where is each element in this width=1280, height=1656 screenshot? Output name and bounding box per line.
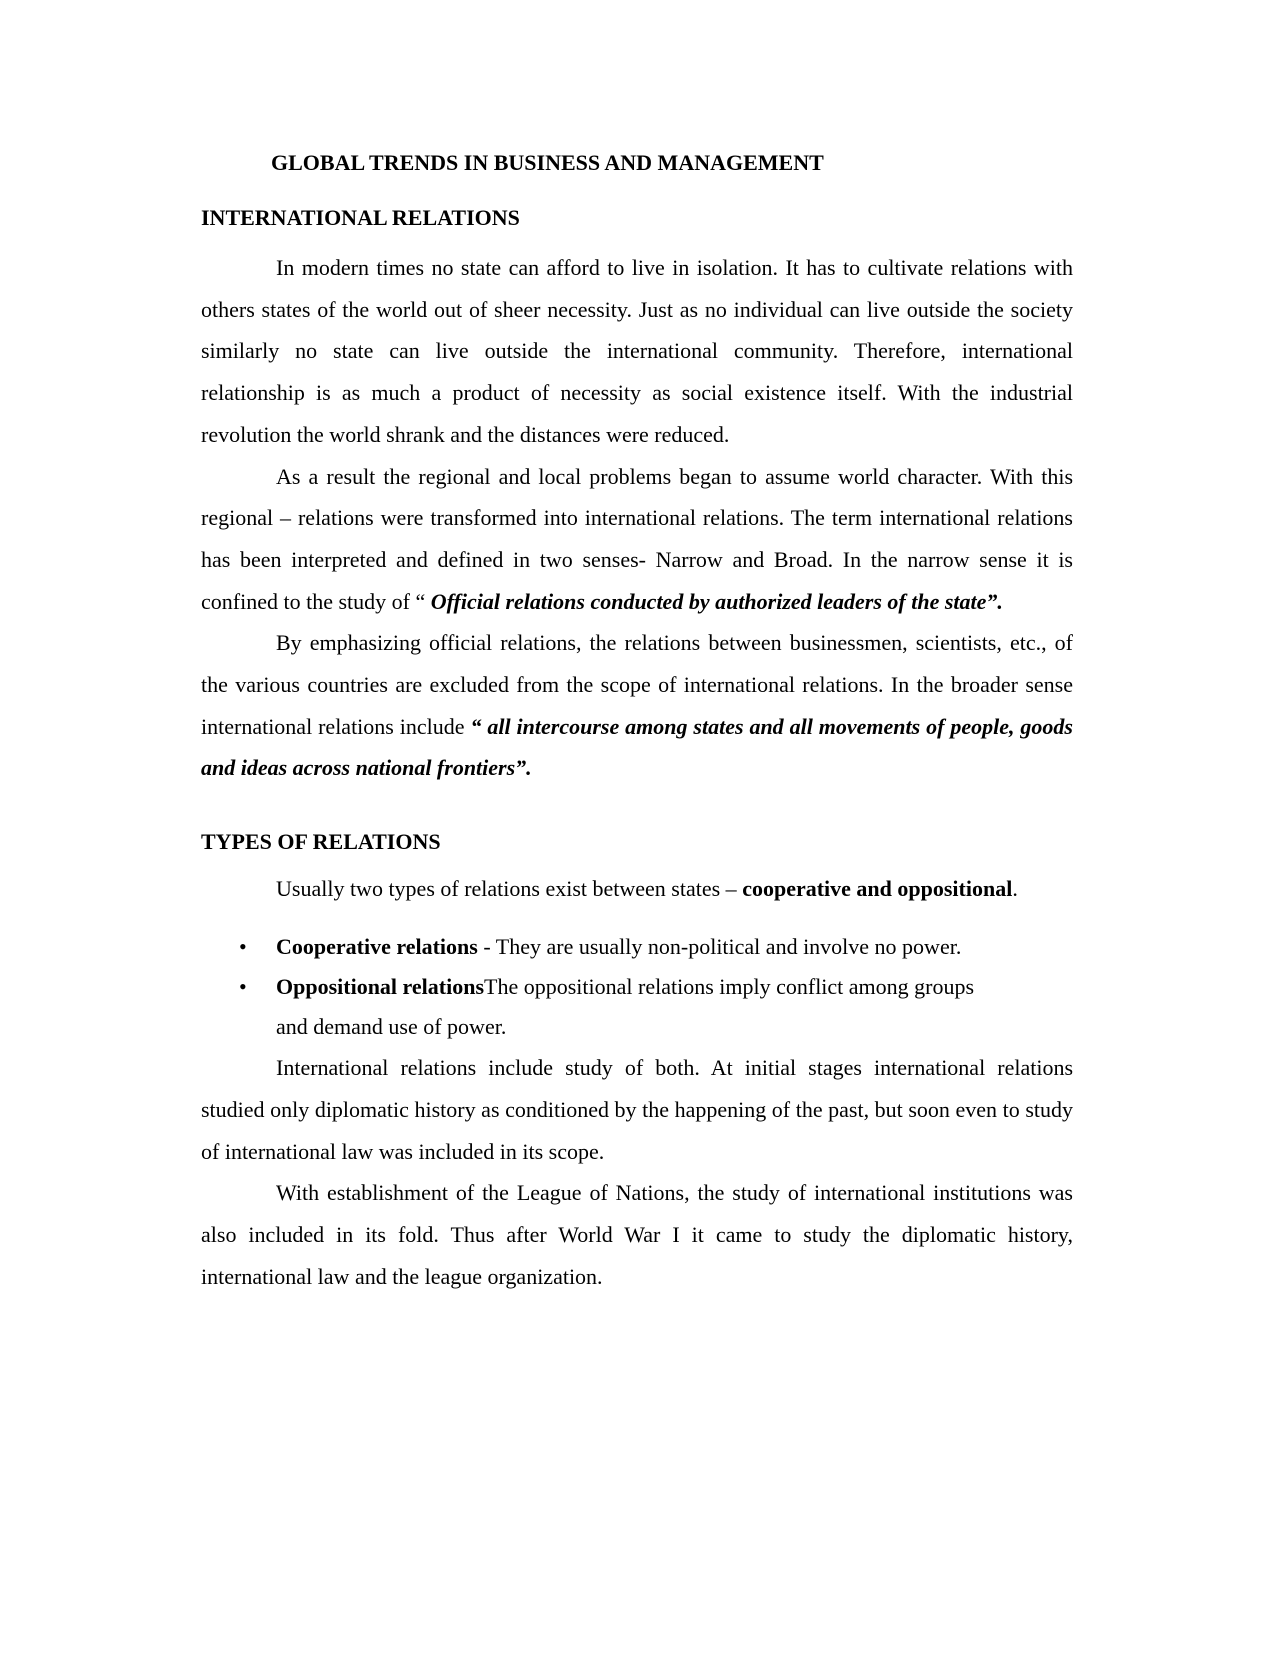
- section-heading-types-of-relations: TYPES OF RELATIONS: [201, 829, 441, 855]
- section-heading-international-relations: INTERNATIONAL RELATIONS: [201, 205, 520, 230]
- paragraph-text: Usually two types of relations exist between states –: [276, 876, 743, 902]
- paragraph-types-intro: [201, 875, 1073, 903]
- broad-definition-quote: “ all intercourse among states and all movements of people, goods and ideas across national frontiers”.: [201, 713, 1073, 781]
- relation-types-list: [201, 927, 1073, 1047]
- official-relations-quote: Official relations conducted by authorized leaders of the state”.: [430, 588, 1003, 614]
- list-item-description: The oppositional relations imply conflict among groups and demand use of power.: [276, 974, 975, 1040]
- list-item-cooperative: [201, 927, 1073, 967]
- list-item-text: [276, 967, 976, 1047]
- list-item-description: - They are usually non-political and involve no power.: [477, 934, 962, 960]
- bullet-icon: •: [239, 974, 247, 1000]
- paragraph-broader-sense: [201, 622, 1073, 789]
- document-title: GLOBAL TRENDS IN BUSINESS AND MANAGEMENT: [271, 150, 824, 175]
- list-item-label: Oppositional relations: [276, 974, 485, 1000]
- spacer: [201, 789, 1073, 827]
- types-keywords: cooperative and oppositional: [742, 876, 1013, 902]
- paragraph-isolation: In modern times no state can afford to live in isolation. It has to cultivate relations with others states of the world out of sheer necessity. Just as no individual can live outside the society similarly no state can live outside the international community. Therefore, international relationship is as much a product of necessity as social existence itself. With the industrial revolution the world shrank and the distances were reduced.: [201, 255, 1073, 447]
- paragraph-study-of-both: International relations include study of both. At initial stages international relations studied only diplomatic history as conditioned by the happening of the past, but soon even to study of international law was included in its scope.: [201, 1055, 1073, 1164]
- list-item-oppositional: [201, 967, 1073, 1047]
- paragraph-text: As a result the regional and local problems began to assume world character. With this regional – relations were transformed into international relations. The term international relations has been interpreted and defined in two senses- Narrow and Broad. In the narrow sense it is confined to the study of “: [201, 463, 1073, 614]
- paragraph-text: By emphasizing official relations, the relations between businessmen, scientists, etc., of the various countries are excluded from the scope of international relations. In the broader sense international relations include: [201, 630, 1073, 739]
- paragraph-narrow-broad: [201, 456, 1073, 623]
- document-body: [201, 142, 1073, 1297]
- paragraph-league-of-nations: With establishment of the League of Nations, the study of international institutions was also included in its fold. Thus after World War I it came to study the diplomatic history, international law and the league organization.: [201, 1180, 1073, 1289]
- list-item-text: [276, 927, 1016, 967]
- list-item-label: Cooperative relations: [276, 934, 478, 960]
- bullet-icon: •: [239, 934, 247, 960]
- paragraph-end: .: [1012, 876, 1018, 902]
